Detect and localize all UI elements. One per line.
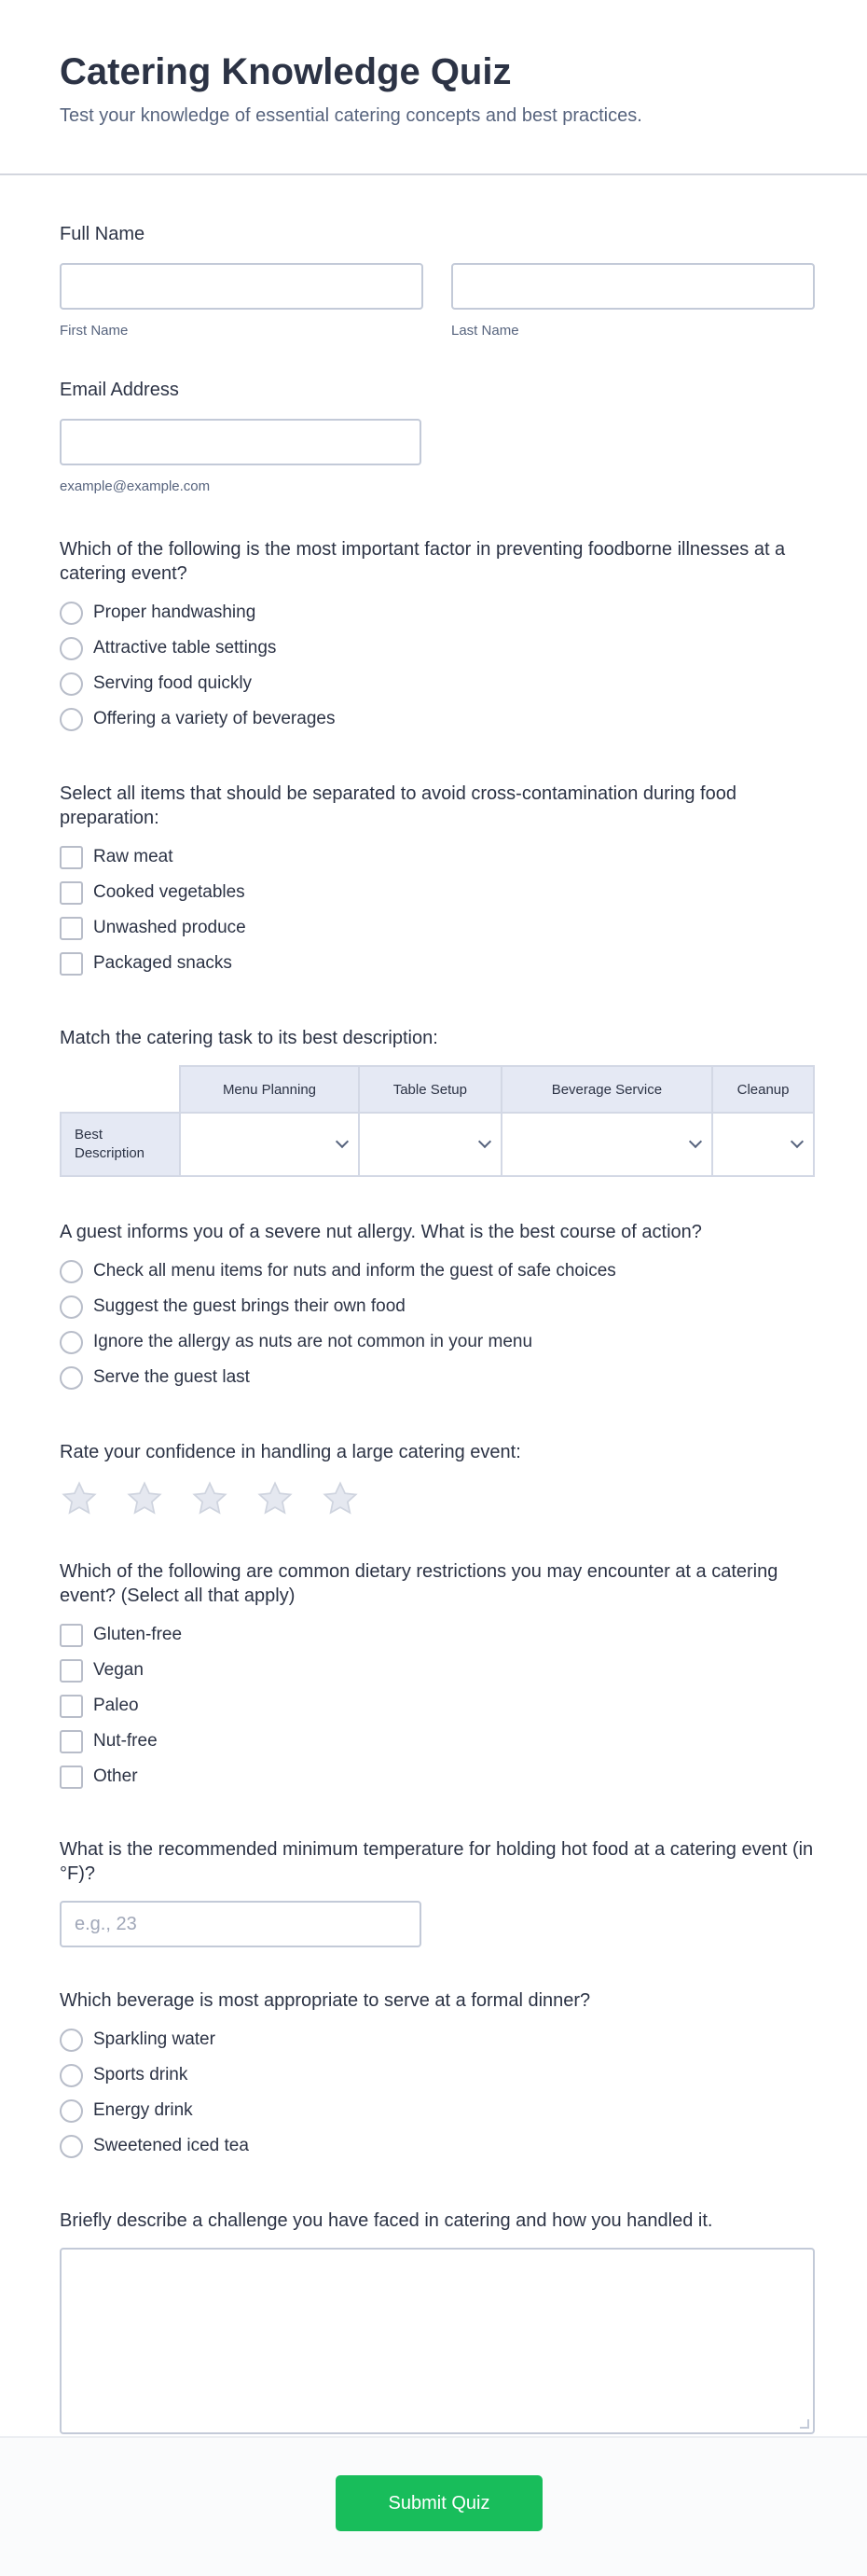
checkbox[interactable] (60, 917, 83, 940)
question-label: Rate your confidence in handling a large catering event: (60, 1442, 521, 1462)
checkbox-option[interactable] (60, 1617, 815, 1653)
checkbox[interactable] (60, 1624, 83, 1647)
first-name-sublabel: First Name (60, 323, 129, 339)
chevron-down-icon (791, 1135, 804, 1148)
question-label: Select all items that should be separated to avoid cross-contamination during food preparation: (60, 783, 736, 828)
matrix-dropdown[interactable] (712, 1113, 814, 1176)
checkbox-option[interactable] (60, 1724, 815, 1759)
radio-option[interactable] (60, 2093, 815, 2128)
radio-option[interactable] (60, 2022, 815, 2057)
question-dietary-restrictions (60, 1559, 815, 1794)
option-label: Cooked vegetables (93, 882, 245, 902)
checkbox-option[interactable] (60, 1688, 815, 1724)
first-name-input[interactable] (60, 263, 423, 310)
challenge-textarea[interactable] (60, 2248, 815, 2434)
radio-button[interactable] (60, 2029, 83, 2052)
matrix-row-header: Best Description (61, 1113, 180, 1176)
option-label: Proper handwashing (93, 602, 256, 622)
question-hot-food-temperature (60, 1837, 815, 1947)
option-label: Energy drink (93, 2100, 193, 2120)
chevron-down-icon (689, 1135, 702, 1148)
question-label: Which beverage is most appropriate to serve at a formal dinner? (60, 1990, 591, 2011)
question-label: Briefly describe a challenge you have faced in catering and how you handled it. (60, 2210, 713, 2231)
option-label: Ignore the allergy as nuts are not common in your menu (93, 1332, 533, 1351)
question-formal-beverage (60, 1988, 815, 2164)
option-label: Check all menu items for nuts and inform the guest of safe choices (93, 1261, 616, 1281)
matrix-dropdown[interactable] (502, 1113, 712, 1176)
checkbox[interactable] (60, 1659, 83, 1683)
checkbox-option[interactable] (60, 946, 815, 981)
matrix-dropdown[interactable] (359, 1113, 502, 1176)
option-label: Sweetened iced tea (93, 2136, 249, 2155)
radio-option[interactable] (60, 2057, 815, 2093)
full-name-question (60, 222, 815, 339)
option-label: Nut-free (93, 1731, 158, 1751)
chevron-down-icon (478, 1135, 491, 1148)
submit-quiz-button[interactable]: Submit Quiz (336, 2475, 543, 2531)
resize-handle-icon[interactable] (800, 2419, 809, 2429)
matrix-column-header: Beverage Service (502, 1066, 712, 1113)
radio-button[interactable] (60, 637, 83, 660)
radio-button[interactable] (60, 2099, 83, 2123)
option-label: Serve the guest last (93, 1367, 250, 1387)
checkbox-option[interactable] (60, 910, 815, 946)
matrix-column-header: Table Setup (359, 1066, 502, 1113)
radio-option[interactable] (60, 701, 815, 737)
form-footer (0, 2436, 867, 2576)
page-subtitle: Test your knowledge of essential catering concepts and best practices. (60, 105, 642, 126)
question-cross-contamination (60, 782, 815, 981)
email-sublabel: example@example.com (60, 478, 211, 494)
checkbox[interactable] (60, 846, 83, 869)
radio-option[interactable] (60, 666, 815, 701)
question-label: Which of the following is the most important factor in preventing foodborne illnesses at a catering event? (60, 539, 786, 584)
option-label: Raw meat (93, 847, 173, 866)
chevron-down-icon (336, 1135, 349, 1148)
radio-option[interactable] (60, 630, 815, 666)
star-icon[interactable] (60, 1479, 99, 1518)
question-nut-allergy (60, 1220, 815, 1395)
matrix-column-header: Menu Planning (180, 1066, 359, 1113)
email-label: Email Address (60, 380, 179, 400)
question-label: Which of the following are common dietary restrictions you may encounter at a catering event? (Select all that apply) (60, 1561, 778, 1606)
option-label: Sparkling water (93, 2029, 215, 2049)
matching-table (60, 1065, 815, 1177)
star-icon[interactable] (255, 1479, 295, 1518)
option-label: Packaged snacks (93, 953, 232, 973)
quiz-form (0, 222, 867, 2434)
form-header (0, 0, 867, 175)
email-question (60, 378, 815, 494)
option-label: Vegan (93, 1660, 144, 1680)
checkbox-option[interactable] (60, 1759, 815, 1794)
star-icon[interactable] (321, 1479, 360, 1518)
question-label: Match the catering task to its best description: (60, 1028, 438, 1048)
option-label: Serving food quickly (93, 673, 253, 693)
last-name-sublabel: Last Name (451, 323, 519, 339)
radio-option[interactable] (60, 1253, 815, 1289)
question-matching-matrix (60, 1026, 815, 1177)
radio-button[interactable] (60, 1295, 83, 1319)
option-label: Offering a variety of beverages (93, 709, 336, 728)
radio-option[interactable] (60, 595, 815, 630)
radio-button[interactable] (60, 672, 83, 696)
question-foodborne-illness (60, 537, 815, 737)
checkbox[interactable] (60, 1695, 83, 1718)
last-name-input[interactable] (451, 263, 815, 310)
question-confidence-rating (60, 1440, 815, 1518)
question-label: A guest informs you of a severe nut allergy. What is the best course of action? (60, 1222, 702, 1242)
radio-option[interactable] (60, 2128, 815, 2164)
radio-option[interactable] (60, 1324, 815, 1360)
temperature-input[interactable] (60, 1901, 421, 1947)
option-label: Other (93, 1766, 138, 1786)
checkbox-option[interactable] (60, 839, 815, 875)
radio-button[interactable] (60, 602, 83, 625)
checkbox[interactable] (60, 952, 83, 976)
temperature-placeholder: e.g., 23 (75, 1914, 137, 1934)
question-label: What is the recommended minimum temperature for holding hot food at a catering event (in °F)? (60, 1839, 814, 1884)
option-label: Suggest the guest brings their own food (93, 1296, 406, 1316)
question-challenge-description (60, 2209, 815, 2434)
radio-button[interactable] (60, 708, 83, 731)
checkbox-option[interactable] (60, 1653, 815, 1688)
radio-button[interactable] (60, 1331, 83, 1354)
option-label: Sports drink (93, 2065, 188, 2084)
option-label: Paleo (93, 1696, 139, 1715)
full-name-label: Full Name (60, 224, 145, 244)
star-icon[interactable] (125, 1479, 164, 1518)
page-title: Catering Knowledge Quiz (60, 51, 512, 92)
email-input[interactable] (60, 419, 421, 465)
checkbox[interactable] (60, 1730, 83, 1753)
option-label: Unwashed produce (93, 918, 246, 937)
radio-button[interactable] (60, 1260, 83, 1283)
star-icon[interactable] (190, 1479, 229, 1518)
star-rating (60, 1479, 815, 1518)
matrix-corner (61, 1066, 180, 1113)
matrix-dropdown[interactable] (180, 1113, 359, 1176)
matrix-column-header: Cleanup (712, 1066, 814, 1113)
radio-button[interactable] (60, 2135, 83, 2158)
radio-button[interactable] (60, 2064, 83, 2087)
radio-option[interactable] (60, 1360, 815, 1395)
radio-option[interactable] (60, 1289, 815, 1324)
option-label: Gluten-free (93, 1625, 183, 1644)
checkbox-option[interactable] (60, 875, 815, 910)
option-label: Attractive table settings (93, 638, 277, 658)
checkbox[interactable] (60, 1766, 83, 1789)
checkbox[interactable] (60, 881, 83, 905)
radio-button[interactable] (60, 1366, 83, 1390)
